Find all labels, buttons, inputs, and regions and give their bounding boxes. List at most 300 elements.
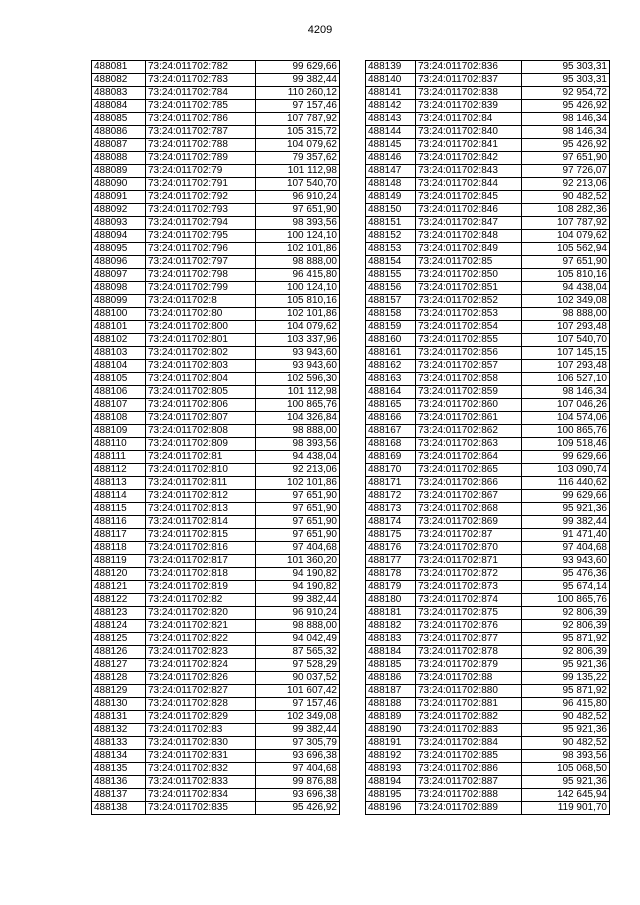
table-row: [92, 789, 340, 802]
row-number-cell: 488137: [92, 789, 146, 802]
table-row: [92, 490, 340, 503]
cadastral-value-cell: 96 910,24: [256, 607, 340, 620]
cadastral-number-cell: 73:24:011702:859: [416, 386, 522, 399]
row-number-cell: 488127: [92, 659, 146, 672]
cadastral-number-cell: 73:24:011702:787: [146, 126, 256, 139]
cadastral-number-cell: 73:24:011702:786: [146, 113, 256, 126]
row-number-cell: 488170: [366, 464, 416, 477]
cadastral-value-cell: 97 651,90: [522, 152, 610, 165]
row-number-cell: 488110: [92, 438, 146, 451]
cadastral-value-cell: 98 393,56: [522, 750, 610, 763]
cadastral-number-cell: 73:24:011702:783: [146, 74, 256, 87]
table-row: [366, 477, 610, 490]
table-row: [366, 204, 610, 217]
cadastral-value-cell: 92 213,06: [256, 464, 340, 477]
cadastral-value-cell: 107 145,15: [522, 347, 610, 360]
cadastral-number-cell: 73:24:011702:805: [146, 386, 256, 399]
cadastral-value-cell: 96 415,80: [256, 269, 340, 282]
table-row: [92, 425, 340, 438]
cadastral-value-cell: 79 357,62: [256, 152, 340, 165]
cadastral-value-cell: 100 865,76: [522, 594, 610, 607]
cadastral-value-cell: 100 865,76: [522, 425, 610, 438]
cadastral-number-cell: 73:24:011702:79: [146, 165, 256, 178]
cadastral-value-cell: 98 888,00: [256, 620, 340, 633]
row-number-cell: 488111: [92, 451, 146, 464]
row-number-cell: 488082: [92, 74, 146, 87]
table-row: [92, 139, 340, 152]
cadastral-number-cell: 73:24:011702:788: [146, 139, 256, 152]
row-number-cell: 488172: [366, 490, 416, 503]
table-row: [366, 568, 610, 581]
cadastral-value-cell: 119 901,70: [522, 802, 610, 815]
row-number-cell: 488134: [92, 750, 146, 763]
cadastral-number-cell: 73:24:011702:880: [416, 685, 522, 698]
cadastral-value-cell: 95 921,36: [522, 724, 610, 737]
cadastral-number-cell: 73:24:011702:784: [146, 87, 256, 100]
cadastral-value-cell: 99 629,66: [256, 61, 340, 74]
cadastral-value-cell: 102 349,08: [522, 295, 610, 308]
row-number-cell: 488188: [366, 698, 416, 711]
table-row: [92, 321, 340, 334]
table-row: [366, 295, 610, 308]
table-row: [366, 464, 610, 477]
table-row: [92, 633, 340, 646]
cadastral-value-cell: 98 888,00: [256, 425, 340, 438]
left-register-table: [91, 60, 340, 815]
cadastral-number-cell: 73:24:011702:797: [146, 256, 256, 269]
cadastral-value-cell: 97 404,68: [256, 542, 340, 555]
cadastral-value-cell: 107 787,92: [522, 217, 610, 230]
table-row: [366, 74, 610, 87]
table-row: [366, 191, 610, 204]
cadastral-value-cell: 105 810,16: [522, 269, 610, 282]
table-row: [366, 165, 610, 178]
table-row: [92, 308, 340, 321]
cadastral-value-cell: 97 651,90: [256, 490, 340, 503]
table-row: [92, 165, 340, 178]
table-row: [92, 620, 340, 633]
table-row: [92, 243, 340, 256]
cadastral-number-cell: 73:24:011702:806: [146, 399, 256, 412]
cadastral-number-cell: 73:24:011702:792: [146, 191, 256, 204]
table-row: [366, 776, 610, 789]
row-number-cell: 488171: [366, 477, 416, 490]
cadastral-number-cell: 73:24:011702:834: [146, 789, 256, 802]
row-number-cell: 488102: [92, 334, 146, 347]
row-number-cell: 488088: [92, 152, 146, 165]
row-number-cell: 488086: [92, 126, 146, 139]
cadastral-number-cell: 73:24:011702:789: [146, 152, 256, 165]
table-row: [366, 347, 610, 360]
cadastral-number-cell: 73:24:011702:837: [416, 74, 522, 87]
row-number-cell: 488153: [366, 243, 416, 256]
table-row: [92, 763, 340, 776]
cadastral-value-cell: 102 101,86: [256, 477, 340, 490]
row-number-cell: 488138: [92, 802, 146, 815]
table-row: [366, 633, 610, 646]
cadastral-number-cell: 73:24:011702:882: [416, 711, 522, 724]
table-row: [92, 217, 340, 230]
cadastral-value-cell: 90 482,52: [522, 737, 610, 750]
cadastral-number-cell: 73:24:011702:848: [416, 230, 522, 243]
row-number-cell: 488104: [92, 360, 146, 373]
table-row: [366, 763, 610, 776]
table-row: [366, 685, 610, 698]
table-row: [366, 672, 610, 685]
row-number-cell: 488109: [92, 425, 146, 438]
cadastral-number-cell: 73:24:011702:864: [416, 451, 522, 464]
cadastral-value-cell: 90 482,52: [522, 711, 610, 724]
row-number-cell: 488135: [92, 763, 146, 776]
row-number-cell: 488113: [92, 477, 146, 490]
table-row: [366, 399, 610, 412]
table-row: [92, 477, 340, 490]
cadastral-value-cell: 104 079,62: [522, 230, 610, 243]
cadastral-number-cell: 73:24:011702:860: [416, 399, 522, 412]
table-row: [92, 204, 340, 217]
table-row: [366, 607, 610, 620]
cadastral-number-cell: 73:24:011702:820: [146, 607, 256, 620]
cadastral-value-cell: 99 629,66: [522, 490, 610, 503]
row-number-cell: 488161: [366, 347, 416, 360]
table-row: [366, 87, 610, 100]
cadastral-number-cell: 73:24:011702:8: [146, 295, 256, 308]
cadastral-value-cell: 95 426,92: [522, 100, 610, 113]
cadastral-number-cell: 73:24:011702:877: [416, 633, 522, 646]
cadastral-value-cell: 93 943,60: [256, 347, 340, 360]
cadastral-number-cell: 73:24:011702:804: [146, 373, 256, 386]
row-number-cell: 488146: [366, 152, 416, 165]
row-number-cell: 488120: [92, 568, 146, 581]
cadastral-number-cell: 73:24:011702:80: [146, 308, 256, 321]
table-row: [366, 269, 610, 282]
cadastral-number-cell: 73:24:011702:817: [146, 555, 256, 568]
cadastral-number-cell: 73:24:011702:87: [416, 529, 522, 542]
table-row: [366, 282, 610, 295]
table-row: [366, 152, 610, 165]
cadastral-value-cell: 99 629,66: [522, 451, 610, 464]
cadastral-number-cell: 73:24:011702:842: [416, 152, 522, 165]
row-number-cell: 488106: [92, 386, 146, 399]
table-row: [366, 594, 610, 607]
table-row: [366, 373, 610, 386]
cadastral-number-cell: 73:24:011702:821: [146, 620, 256, 633]
row-number-cell: 488164: [366, 386, 416, 399]
cadastral-number-cell: 73:24:011702:870: [416, 542, 522, 555]
row-number-cell: 488145: [366, 139, 416, 152]
table-row: [92, 100, 340, 113]
right-register-table: [365, 60, 610, 815]
cadastral-value-cell: 98 393,56: [256, 438, 340, 451]
cadastral-value-cell: 102 596,30: [256, 373, 340, 386]
cadastral-value-cell: 94 438,04: [256, 451, 340, 464]
cadastral-value-cell: 95 871,92: [522, 685, 610, 698]
row-number-cell: 488091: [92, 191, 146, 204]
cadastral-number-cell: 73:24:011702:868: [416, 503, 522, 516]
table-row: [92, 126, 340, 139]
row-number-cell: 488160: [366, 334, 416, 347]
cadastral-value-cell: 95 303,31: [522, 74, 610, 87]
cadastral-value-cell: 103 337,96: [256, 334, 340, 347]
cadastral-value-cell: 107 293,48: [522, 321, 610, 334]
table-row: [366, 360, 610, 373]
cadastral-value-cell: 94 438,04: [522, 282, 610, 295]
cadastral-value-cell: 95 871,92: [522, 633, 610, 646]
table-row: [92, 594, 340, 607]
row-number-cell: 488182: [366, 620, 416, 633]
cadastral-value-cell: 99 876,88: [256, 776, 340, 789]
row-number-cell: 488100: [92, 308, 146, 321]
row-number-cell: 488156: [366, 282, 416, 295]
row-number-cell: 488169: [366, 451, 416, 464]
cadastral-value-cell: 107 540,70: [522, 334, 610, 347]
row-number-cell: 488166: [366, 412, 416, 425]
row-number-cell: 488085: [92, 113, 146, 126]
row-number-cell: 488118: [92, 542, 146, 555]
table-row: [366, 113, 610, 126]
cadastral-value-cell: 97 157,46: [256, 100, 340, 113]
cadastral-number-cell: 73:24:011702:827: [146, 685, 256, 698]
cadastral-number-cell: 73:24:011702:830: [146, 737, 256, 750]
row-number-cell: 488191: [366, 737, 416, 750]
row-number-cell: 488162: [366, 360, 416, 373]
cadastral-value-cell: 95 921,36: [522, 503, 610, 516]
cadastral-value-cell: 97 651,90: [256, 516, 340, 529]
row-number-cell: 488159: [366, 321, 416, 334]
cadastral-number-cell: 73:24:011702:885: [416, 750, 522, 763]
table-row: [92, 61, 340, 74]
cadastral-number-cell: 73:24:011702:844: [416, 178, 522, 191]
table-row: [92, 74, 340, 87]
table-row: [366, 178, 610, 191]
table-row: [366, 126, 610, 139]
cadastral-value-cell: 95 674,14: [522, 581, 610, 594]
row-number-cell: 488116: [92, 516, 146, 529]
table-row: [366, 438, 610, 451]
table-row: [366, 100, 610, 113]
table-row: [366, 412, 610, 425]
row-number-cell: 488098: [92, 282, 146, 295]
table-row: [366, 711, 610, 724]
cadastral-value-cell: 98 888,00: [256, 256, 340, 269]
row-number-cell: 488186: [366, 672, 416, 685]
cadastral-value-cell: 97 651,90: [522, 256, 610, 269]
table-row: [92, 698, 340, 711]
table-row: [92, 646, 340, 659]
cadastral-number-cell: 73:24:011702:795: [146, 230, 256, 243]
table-row: [92, 451, 340, 464]
cadastral-value-cell: 99 382,44: [256, 594, 340, 607]
row-number-cell: 488178: [366, 568, 416, 581]
row-number-cell: 488132: [92, 724, 146, 737]
cadastral-number-cell: 73:24:011702:831: [146, 750, 256, 763]
table-row: [366, 61, 610, 74]
cadastral-value-cell: 97 528,29: [256, 659, 340, 672]
cadastral-value-cell: 92 806,39: [522, 620, 610, 633]
cadastral-number-cell: 73:24:011702:889: [416, 802, 522, 815]
row-number-cell: 488177: [366, 555, 416, 568]
row-number-cell: 488141: [366, 87, 416, 100]
table-row: [366, 230, 610, 243]
row-number-cell: 488190: [366, 724, 416, 737]
table-row: [92, 516, 340, 529]
cadastral-number-cell: 73:24:011702:845: [416, 191, 522, 204]
table-row: [366, 581, 610, 594]
cadastral-value-cell: 109 518,46: [522, 438, 610, 451]
cadastral-value-cell: 92 213,06: [522, 178, 610, 191]
cadastral-number-cell: 73:24:011702:810: [146, 464, 256, 477]
table-row: [366, 425, 610, 438]
row-number-cell: 488090: [92, 178, 146, 191]
cadastral-number-cell: 73:24:011702:876: [416, 620, 522, 633]
table-row: [92, 802, 340, 815]
cadastral-number-cell: 73:24:011702:833: [146, 776, 256, 789]
row-number-cell: 488194: [366, 776, 416, 789]
cadastral-number-cell: 73:24:011702:829: [146, 711, 256, 724]
cadastral-number-cell: 73:24:011702:813: [146, 503, 256, 516]
table-row: [92, 399, 340, 412]
row-number-cell: 488163: [366, 373, 416, 386]
cadastral-number-cell: 73:24:011702:816: [146, 542, 256, 555]
row-number-cell: 488094: [92, 230, 146, 243]
row-number-cell: 488133: [92, 737, 146, 750]
cadastral-value-cell: 96 910,24: [256, 191, 340, 204]
cadastral-value-cell: 93 943,60: [522, 555, 610, 568]
cadastral-value-cell: 98 146,34: [522, 386, 610, 399]
cadastral-number-cell: 73:24:011702:85: [416, 256, 522, 269]
cadastral-number-cell: 73:24:011702:801: [146, 334, 256, 347]
cadastral-value-cell: 97 305,79: [256, 737, 340, 750]
cadastral-number-cell: 73:24:011702:846: [416, 204, 522, 217]
table-row: [366, 789, 610, 802]
cadastral-number-cell: 73:24:011702:841: [416, 139, 522, 152]
table-row: [366, 724, 610, 737]
cadastral-number-cell: 73:24:011702:835: [146, 802, 256, 815]
row-number-cell: 488179: [366, 581, 416, 594]
row-number-cell: 488124: [92, 620, 146, 633]
row-number-cell: 488103: [92, 347, 146, 360]
row-number-cell: 488092: [92, 204, 146, 217]
row-number-cell: 488099: [92, 295, 146, 308]
cadastral-value-cell: 87 565,32: [256, 646, 340, 659]
cadastral-number-cell: 73:24:011702:802: [146, 347, 256, 360]
cadastral-value-cell: 104 574,06: [522, 412, 610, 425]
table-row: [366, 139, 610, 152]
cadastral-number-cell: 73:24:011702:814: [146, 516, 256, 529]
cadastral-number-cell: 73:24:011702:861: [416, 412, 522, 425]
table-row: [92, 672, 340, 685]
cadastral-value-cell: 104 326,84: [256, 412, 340, 425]
cadastral-number-cell: 73:24:011702:866: [416, 477, 522, 490]
cadastral-number-cell: 73:24:011702:874: [416, 594, 522, 607]
cadastral-value-cell: 97 651,90: [256, 503, 340, 516]
row-number-cell: 488195: [366, 789, 416, 802]
cadastral-number-cell: 73:24:011702:807: [146, 412, 256, 425]
cadastral-value-cell: 105 562,94: [522, 243, 610, 256]
cadastral-value-cell: 99 382,44: [522, 516, 610, 529]
row-number-cell: 488193: [366, 763, 416, 776]
cadastral-number-cell: 73:24:011702:855: [416, 334, 522, 347]
row-number-cell: 488119: [92, 555, 146, 568]
row-number-cell: 488165: [366, 399, 416, 412]
cadastral-number-cell: 73:24:011702:865: [416, 464, 522, 477]
table-row: [366, 802, 610, 815]
row-number-cell: 488084: [92, 100, 146, 113]
row-number-cell: 488167: [366, 425, 416, 438]
cadastral-value-cell: 90 482,52: [522, 191, 610, 204]
table-row: [92, 360, 340, 373]
row-number-cell: 488108: [92, 412, 146, 425]
row-number-cell: 488136: [92, 776, 146, 789]
table-row: [366, 737, 610, 750]
cadastral-value-cell: 95 303,31: [522, 61, 610, 74]
row-number-cell: 488151: [366, 217, 416, 230]
cadastral-number-cell: 73:24:011702:828: [146, 698, 256, 711]
cadastral-number-cell: 73:24:011702:856: [416, 347, 522, 360]
row-number-cell: 488125: [92, 633, 146, 646]
cadastral-number-cell: 73:24:011702:800: [146, 321, 256, 334]
cadastral-number-cell: 73:24:011702:809: [146, 438, 256, 451]
row-number-cell: 488114: [92, 490, 146, 503]
table-row: [366, 490, 610, 503]
table-row: [92, 464, 340, 477]
row-number-cell: 488139: [366, 61, 416, 74]
cadastral-value-cell: 95 426,92: [256, 802, 340, 815]
cadastral-number-cell: 73:24:011702:862: [416, 425, 522, 438]
row-number-cell: 488150: [366, 204, 416, 217]
cadastral-number-cell: 73:24:011702:883: [416, 724, 522, 737]
cadastral-number-cell: 73:24:011702:884: [416, 737, 522, 750]
row-number-cell: 488148: [366, 178, 416, 191]
cadastral-number-cell: 73:24:011702:871: [416, 555, 522, 568]
table-row: [92, 568, 340, 581]
cadastral-value-cell: 104 079,62: [256, 139, 340, 152]
table-row: [92, 750, 340, 763]
table-row: [92, 178, 340, 191]
row-number-cell: 488087: [92, 139, 146, 152]
row-number-cell: 488131: [92, 711, 146, 724]
table-row: [92, 607, 340, 620]
row-number-cell: 488089: [92, 165, 146, 178]
table-row: [366, 516, 610, 529]
cadastral-value-cell: 107 046,26: [522, 399, 610, 412]
cadastral-value-cell: 101 112,98: [256, 165, 340, 178]
table-row: [366, 750, 610, 763]
row-number-cell: 488157: [366, 295, 416, 308]
cadastral-number-cell: 73:24:011702:840: [416, 126, 522, 139]
table-row: [92, 529, 340, 542]
cadastral-number-cell: 73:24:011702:843: [416, 165, 522, 178]
cadastral-number-cell: 73:24:011702:873: [416, 581, 522, 594]
table-row: [92, 230, 340, 243]
cadastral-number-cell: 73:24:011702:84: [416, 113, 522, 126]
row-number-cell: 488184: [366, 646, 416, 659]
cadastral-number-cell: 73:24:011702:812: [146, 490, 256, 503]
table-row: [92, 542, 340, 555]
row-number-cell: 488144: [366, 126, 416, 139]
cadastral-value-cell: 100 865,76: [256, 399, 340, 412]
row-number-cell: 488189: [366, 711, 416, 724]
cadastral-number-cell: 73:24:011702:818: [146, 568, 256, 581]
row-number-cell: 488196: [366, 802, 416, 815]
cadastral-number-cell: 73:24:011702:857: [416, 360, 522, 373]
table-row: [366, 659, 610, 672]
cadastral-value-cell: 98 146,34: [522, 113, 610, 126]
table-row: [92, 581, 340, 594]
table-row: [366, 243, 610, 256]
cadastral-value-cell: 91 471,40: [522, 529, 610, 542]
cadastral-number-cell: 73:24:011702:881: [416, 698, 522, 711]
